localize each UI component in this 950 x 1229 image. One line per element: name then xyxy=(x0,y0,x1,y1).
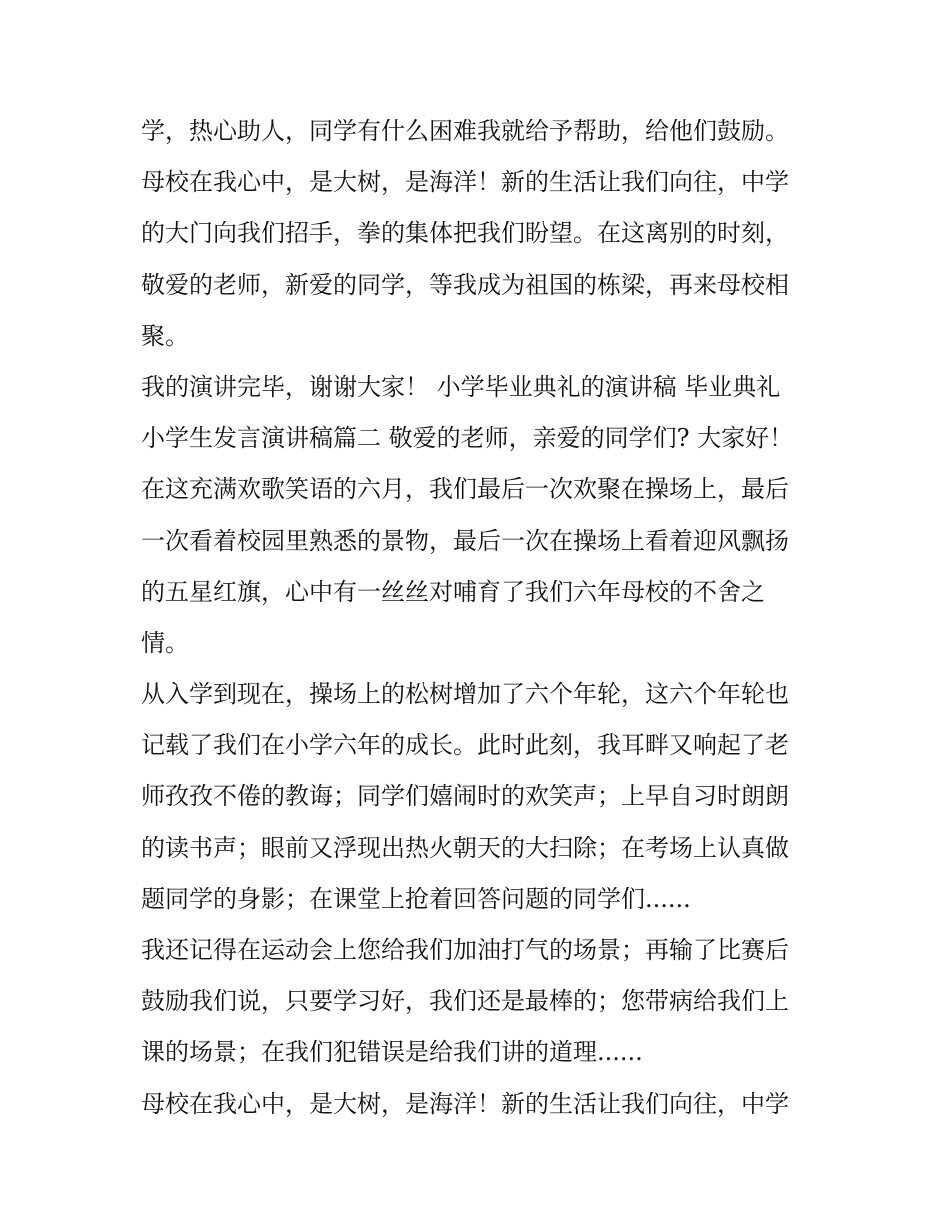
document-body xyxy=(141,106,821,1130)
text-line: 情。 xyxy=(141,628,189,657)
text-line: 从入学到现在，操场上的松树增加了六个年轮，这六个年轮也 xyxy=(141,680,789,709)
text-line: 的读书声；眼前又浮现出热火朝天的大扫除；在考场上认真做 xyxy=(141,833,789,862)
text-line: 一次看着校园里熟悉的景物，最后一次在操场上看着迎风飘扬 xyxy=(141,526,789,555)
text-line: 鼓励我们说，只要学习好，我们还是最棒的；您带病给我们上 xyxy=(141,987,789,1016)
text-line: 题同学的身影；在课堂上抢着回答问题的同学们...... xyxy=(141,884,691,913)
text-line: 的大门向我们招手，拳的集体把我们盼望。在这离别的时刻， xyxy=(141,219,789,248)
text-line: 小学生发言演讲稿篇二 敬爱的老师，亲爱的同学们? 大家好！ xyxy=(141,424,794,453)
text-line: 记载了我们在小学六年的成长。此时此刻，我耳畔又响起了老 xyxy=(141,731,789,760)
text-line: 师孜孜不倦的教诲；同学们嬉闹时的欢笑声；上早自习时朗朗 xyxy=(141,782,789,811)
text-line: 在这充满欢歌笑语的六月，我们最后一次欢聚在操场上，最后 xyxy=(141,475,789,504)
text-line: 母校在我心中，是大树，是海洋！新的生活让我们向往，中学 xyxy=(141,1089,789,1118)
text-line: 我还记得在运动会上您给我们加油打气的场景；再输了比赛后 xyxy=(141,936,789,964)
text-line: 的五星红旗，心中有一丝丝对哺育了我们六年母校的不舍之 xyxy=(141,577,765,606)
text-line: 聚。 xyxy=(141,321,189,350)
text-line: 我的演讲完毕，谢谢大家！ 小学毕业典礼的演讲稿 毕业典礼 xyxy=(141,372,781,401)
text-line: 敬爱的老师，新爱的同学，等我成为祖国的栋梁，再来母校相 xyxy=(141,270,789,299)
text-line: 母校在我心中，是大树，是海洋！新的生活让我们向往，中学 xyxy=(141,168,789,197)
text-line: 学，热心助人，同学有什么困难我就给予帮助，给他们鼓励。 xyxy=(141,117,789,145)
text-line: 课的场景；在我们犯错误是给我们讲的道理...... xyxy=(141,1038,643,1067)
